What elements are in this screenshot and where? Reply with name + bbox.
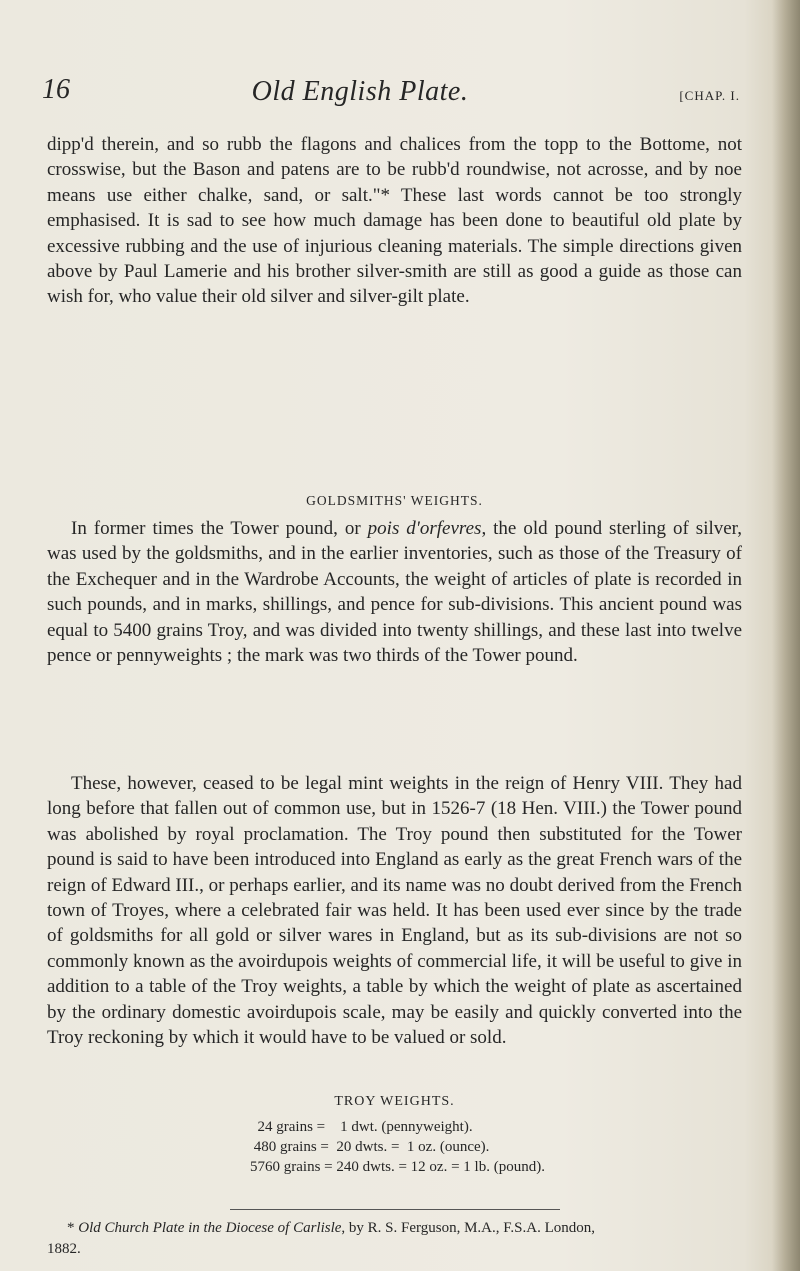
footnote-marker: * bbox=[67, 1220, 79, 1236]
table-row: 480 grains = 20 dwts. = 1 oz. (ounce). bbox=[250, 1139, 490, 1155]
footnote bbox=[47, 1218, 742, 1260]
footnote-title: Old Church Plate in the Diocese of Carlisle bbox=[78, 1220, 342, 1236]
chapter-reference: [CHAP. I. bbox=[679, 88, 740, 103]
table-row: 5760 grains = 240 dwts. = 12 oz. = 1 lb. (pound). bbox=[250, 1159, 545, 1175]
section-heading-goldsmiths-weights: GOLDSMITHS' WEIGHTS. bbox=[306, 493, 483, 508]
paragraph-text: , the old pound sterling of silver, was used by the goldsmiths, and in the earlier inventories, such as those of the Treasury of the Exchequer and in the Wardrobe Accounts, the weight of articles of plate is recorded in such pounds, and in marks, shillings, and pence for sub-divisions. This ancient pound was equal to 5400 grains Troy, and was divided into twenty shillings, and these last into twelve pence or pennyweights ; the mark was two thirds of the Tower pound. bbox=[47, 518, 743, 667]
troy-weights-table bbox=[250, 1117, 545, 1177]
page-header bbox=[40, 74, 740, 114]
running-title: Old English Plate. bbox=[251, 76, 469, 107]
table-row: 24 grains = 1 dwt. (pennyweight). bbox=[250, 1119, 473, 1135]
italic-term: pois d'orfevres bbox=[367, 518, 482, 539]
paragraph-troy-pound: These, however, ceased to be legal mint weights in the reign of Henry VIII. They had long before that fallen out of common use, but in 1526-7 (18 Hen. VIII.) the Tower pound was abolished by royal proclamation. The Troy pound then substituted for the Tower pound is said to have been introduced into England as early as the great French wars of the reign of Edward III., or perhaps earlier, and its name was no doubt derived from the French town of Troyes, where a celebrated fair was held. It has been used ever since by the trade of goldsmiths for all gold or silver wares in England, but as its sub-divisions are not so commonly known as the avoirdupois weights of commercial life, it will be useful to give in addition to a table of the Troy weights, a table by which the weight of plate as ascertained by the ordinary domestic avoirdupois scale, may be easily and quickly converted into the Troy reckoning by which it would have to be valued or sold. bbox=[47, 773, 742, 1049]
footnote-citation: , by R. S. Ferguson, M.A., F.S.A. London, bbox=[341, 1220, 595, 1236]
footnote-divider bbox=[230, 1209, 560, 1210]
paragraph-cleaning-directions: dipp'd therein, and so rubb the flagons and chalices from the topp to the Bottome, not crosswise, but the Bason and patens are to be rubb'd roundwise, not acrosse, and by noe means use either chalke, sand, or salt."* These last words cannot be too strongly emphasised. It is sad to see how much damage has been done to beautiful old plate by excessive rubbing and the use of injurious cleaning materials. The simple directions given above by Paul Lamerie and his brother silver-smith are still as good a guide as those can wish for, who value their old silver and silver-gilt plate. bbox=[47, 134, 742, 308]
paragraph-tower-pound bbox=[47, 516, 742, 668]
paragraph-text: In former times the Tower pound, or bbox=[71, 518, 368, 539]
section-heading-troy-weights: TROY WEIGHTS. bbox=[334, 1094, 455, 1109]
footnote-year: 1882. bbox=[47, 1241, 81, 1257]
page-number: 16 bbox=[42, 74, 70, 105]
book-spine-shadow bbox=[772, 0, 800, 1271]
footnote-line bbox=[47, 1218, 742, 1239]
